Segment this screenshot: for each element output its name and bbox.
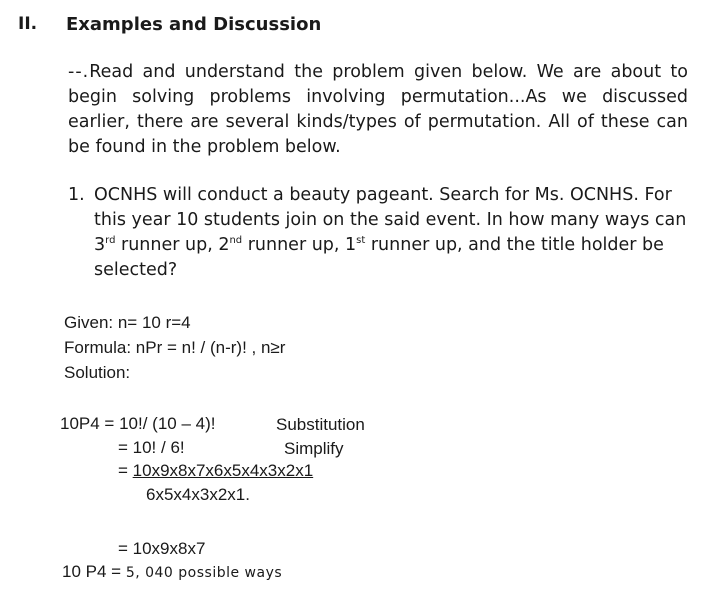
problem-text	[94, 183, 688, 283]
intro-lead-marks: --.	[68, 62, 90, 82]
intro-text: Read and understand the problem given below. We are about to begin solving problems involving permutation...As we discussed earlier, there are several kinds/types of permutation. All of these can be found in the problem below.	[68, 62, 688, 157]
sup-nd: nd	[229, 235, 243, 247]
sup-rd: rd	[105, 235, 116, 247]
problem-text-a: OCNHS will conduct a beauty pageant. Search for Ms. OCNHS. For this year 10 students join on the said event. In how many ways can 3	[94, 185, 687, 255]
intro-paragraph	[68, 60, 688, 160]
problem-text-c: runner up, 1	[242, 235, 357, 255]
section-number: II.	[18, 14, 38, 34]
sup-st: st	[356, 235, 366, 247]
formula-line: Formula: nPr = n! / (n-r)! , n≥r	[64, 338, 286, 357]
fraction-denominator: 6x5x4x3x2x1.	[146, 485, 250, 504]
work-line-3-prefix: =	[118, 461, 133, 480]
section-title: Examples and Discussion	[66, 14, 322, 35]
result-line	[62, 562, 282, 582]
work-line-1: 10P4 = 10!/ (10 – 4)!	[60, 414, 216, 433]
solution-label: Solution:	[64, 363, 131, 382]
work-line-3	[118, 461, 313, 481]
given-line: Given: n= 10 r=4	[64, 313, 191, 332]
problem-number: 1.	[68, 185, 85, 205]
work-line-2: = 10! / 6!	[118, 438, 185, 457]
simplify-label: Simplify	[284, 439, 344, 458]
work-line-4: = 10x9x8x7	[118, 539, 206, 558]
problem-text-d: runner up, and the title holder be selected?	[94, 235, 664, 280]
fraction-numerator: 10x9x8x7x6x5x4x3x2x1	[132, 461, 314, 480]
problem-text-b: runner up, 2	[115, 235, 230, 255]
problem-1	[68, 183, 688, 283]
result-prefix: 10 P4 =	[62, 562, 126, 581]
substitution-label: Substitution	[276, 415, 365, 434]
result-value: 5, 040 possible ways	[125, 565, 283, 581]
